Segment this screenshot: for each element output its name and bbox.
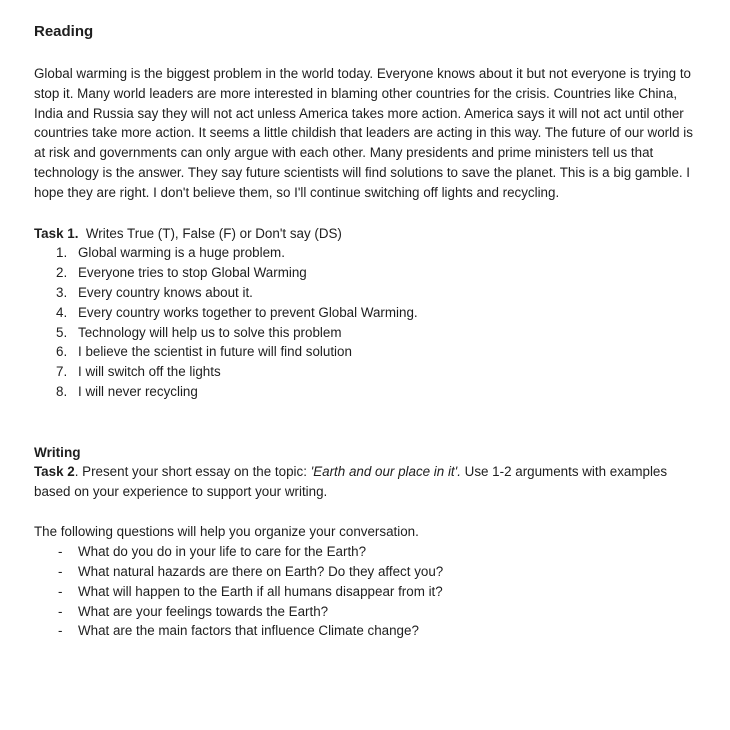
dash-bullet: - (58, 603, 63, 619)
task2-topic: 'Earth and our place in it'. (310, 463, 461, 479)
list-item (58, 602, 706, 622)
list-item (58, 582, 706, 602)
task2-prompt (34, 462, 706, 502)
dash-bullet: - (58, 563, 63, 579)
guide-intro: The following questions will help you organize your conversation. (34, 524, 419, 540)
list-item (58, 562, 706, 582)
item-number: 1. (56, 245, 68, 261)
list-item (58, 621, 706, 641)
task1-statement-list (34, 243, 706, 401)
task2-text-after: Use 1-2 arguments with examples based on your experience to support your writing. (34, 463, 668, 499)
list-item (56, 283, 706, 303)
dash-bullet: - (58, 623, 63, 639)
question-text: What will happen to the Earth if all humans disappear from it? (78, 583, 443, 599)
task1-instruction: Writes True (T), False (F) or Don't say (DS) (85, 225, 342, 241)
list-item (56, 323, 706, 343)
writing-heading: Writing (34, 444, 81, 460)
item-number: 3. (56, 284, 68, 300)
worksheet-page (34, 18, 706, 641)
question-text: What are your feelings towards the Earth? (78, 603, 329, 619)
item-number: 6. (56, 344, 68, 360)
statement-text: Everyone tries to stop Global Warming (78, 265, 307, 281)
list-item (56, 263, 706, 283)
task1-title (34, 224, 706, 244)
task1-label: Task 1. (34, 225, 79, 241)
task2-label: Task 2 (34, 463, 75, 479)
dash-bullet: - (58, 544, 63, 560)
item-number: 2. (56, 265, 68, 281)
question-text: What do you do in your life to care for the Earth? (78, 544, 367, 560)
list-item (56, 303, 706, 323)
guide-question-list (34, 542, 706, 641)
statement-text: Technology will help us to solve this problem (78, 324, 342, 340)
list-item (56, 342, 706, 362)
list-item (56, 382, 706, 402)
question-text: What natural hazards are there on Earth? Do they affect you? (78, 563, 444, 579)
task2-text-before: . Present your short essay on the topic: (74, 463, 311, 479)
item-number: 4. (56, 304, 68, 320)
list-item (56, 362, 706, 382)
item-number: 5. (56, 324, 68, 340)
statement-text: Global warming is a huge problem. (78, 245, 285, 261)
reading-heading: Reading (34, 23, 94, 40)
list-item (56, 243, 706, 263)
statement-text: Every country knows about it. (78, 284, 253, 300)
item-number: 7. (56, 364, 68, 380)
question-text: What are the main factors that influence Climate change? (78, 623, 419, 639)
list-item (58, 542, 706, 562)
statement-text: I will switch off the lights (78, 364, 221, 380)
statement-text: I believe the scientist in future will find solution (78, 344, 352, 360)
item-number: 8. (56, 383, 68, 399)
dash-bullet: - (58, 583, 63, 599)
reading-passage: Global warming is the biggest problem in the world today. Everyone knows about it but not everyone is trying to stop it. Many world leaders are more interested in blaming other countries for the crisis. Countries like China, India and Russia say they will not act unless America takes more action. America says it will not act until other countries take more action. It seems a little childish that leaders are acting in this way. The future of our world is at risk and governments can only argue with each other. Many presidents and prime ministers tell us that technology is the answer. They say future scientists will find solutions to save the planet. This is a big gamble. I hope they are right. I don't believe them, so I'll continue switching off lights and recycling. (34, 66, 693, 200)
statement-text: I will never recycling (78, 383, 198, 399)
statement-text: Every country works together to prevent Global Warming. (78, 304, 418, 320)
